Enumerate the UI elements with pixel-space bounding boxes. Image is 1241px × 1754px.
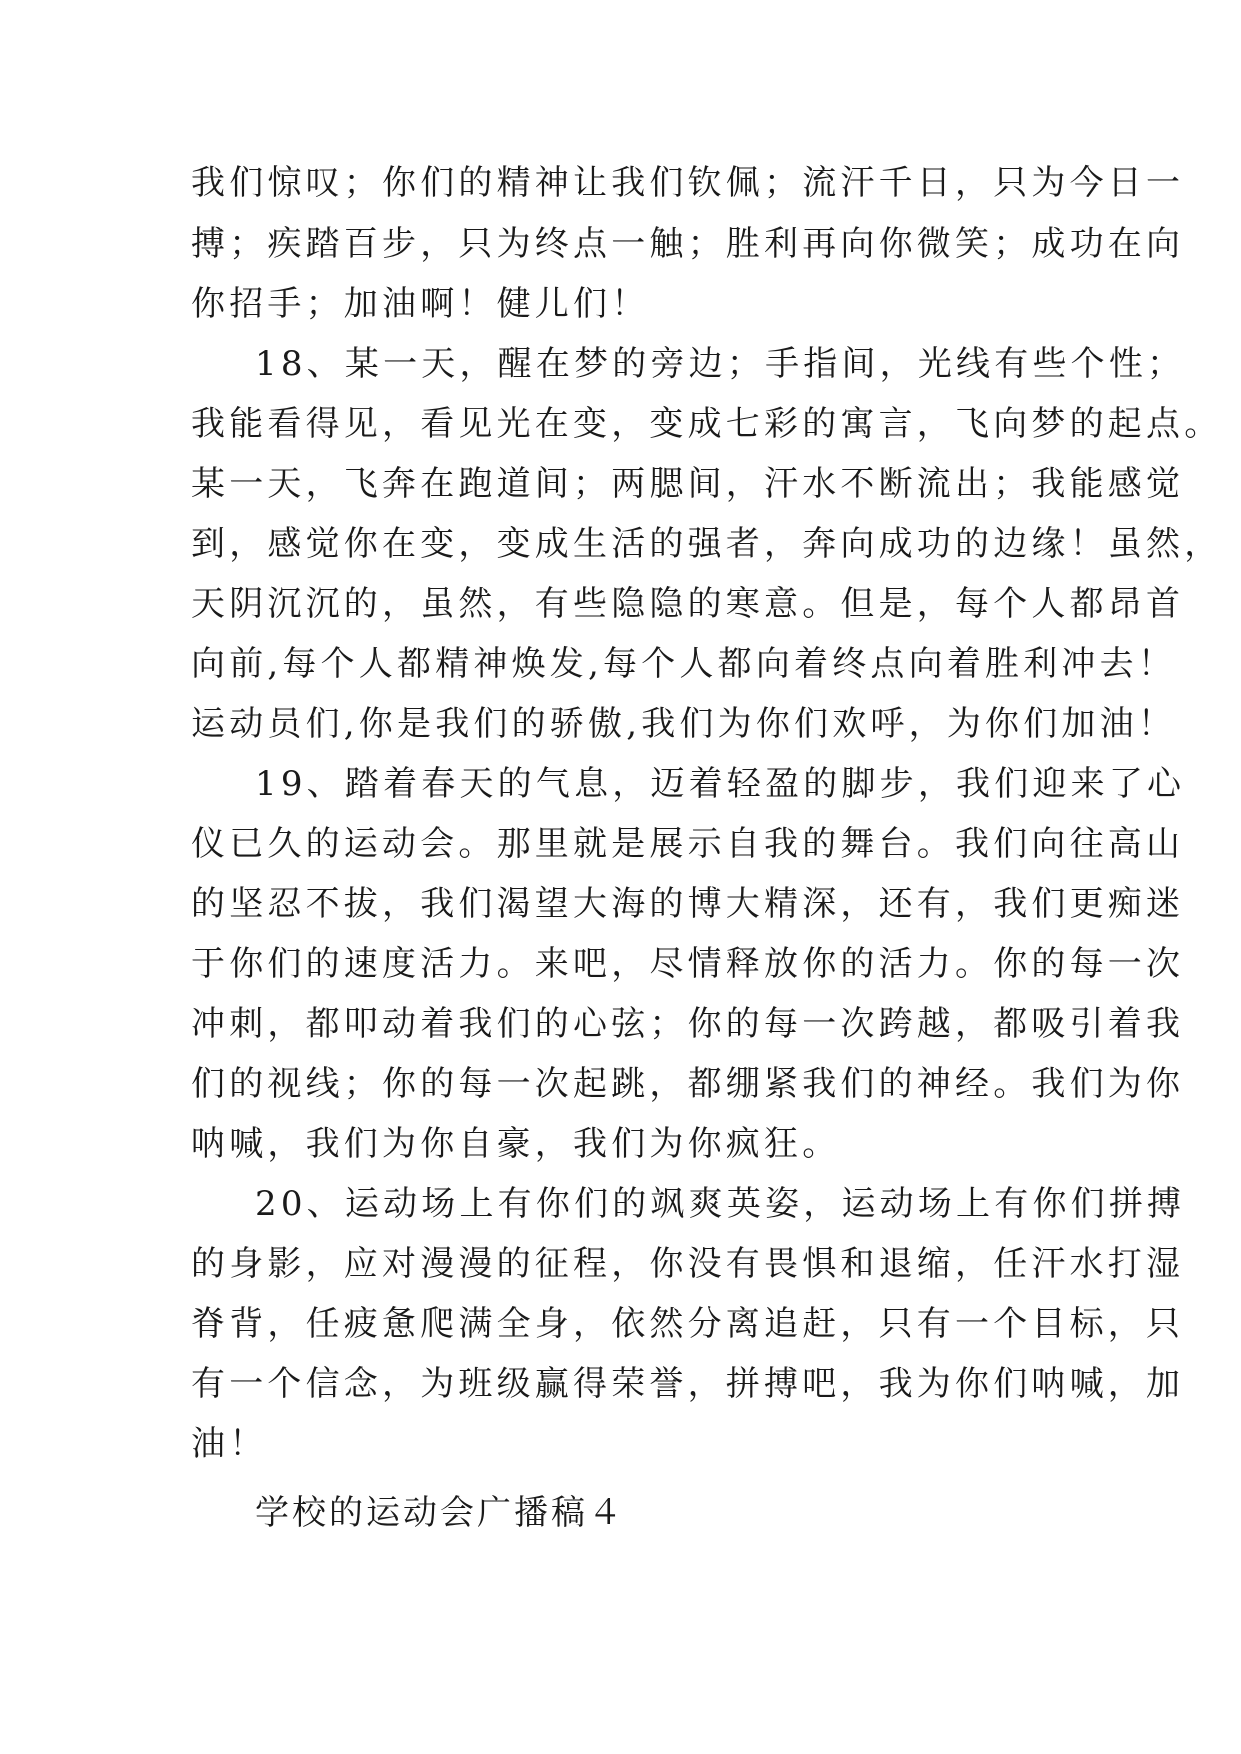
text-line: 呐喊，我们为你自豪，我们为你疯狂。 bbox=[191, 1124, 841, 1164]
text-line: 我能看得见，看见光在变，变成七彩的寓言，飞向梦的起点。 bbox=[191, 404, 1223, 444]
text-line: 的身影，应对漫漫的征程，你没有畏惧和退缩，任汗水打湿 bbox=[191, 1244, 1185, 1284]
text-line: 的坚忍不拔，我们渴望大海的博大精深，还有，我们更痴迷 bbox=[191, 884, 1185, 924]
text-line: 们的视线；你的每一次起跳，都绷紧我们的神经。我们为你 bbox=[191, 1064, 1185, 1104]
section-heading: 学校的运动会广播稿４ bbox=[255, 1493, 625, 1533]
paragraph-18-start: 18、某一天，醒在梦的旁边；手指间，光线有些个性； bbox=[255, 344, 1186, 384]
text-line: 运动员们,你是我们的骄傲,我们为你们欢呼，为你们加油！ bbox=[191, 704, 1177, 744]
text-line: 你招手；加油啊！健儿们！ bbox=[191, 284, 650, 324]
text-line: 冲刺，都叩动着我们的心弦；你的每一次跨越，都吸引着我 bbox=[191, 1004, 1185, 1044]
text-line: 油！ bbox=[191, 1424, 268, 1464]
paragraph-20-start: 20、运动场上有你们的飒爽英姿，运动场上有你们拼搏 bbox=[255, 1184, 1186, 1224]
text-line: 我们惊叹；你们的精神让我们钦佩；流汗千日，只为今日一 bbox=[191, 163, 1185, 203]
text-line: 仪已久的运动会。那里就是展示自我的舞台。我们向往高山 bbox=[191, 824, 1185, 864]
text-line: 向前,每个人都精神焕发,每个人都向着终点向着胜利冲去！ bbox=[191, 644, 1177, 684]
text-line: 天阴沉沉的，虽然，有些隐隐的寒意。但是，每个人都昂首 bbox=[191, 584, 1185, 624]
paragraph-19-start: 19、踏着春天的气息，迈着轻盈的脚步，我们迎来了心 bbox=[255, 764, 1186, 804]
text-line: 某一天，飞奔在跑道间；两腮间，汗水不断流出；我能感觉 bbox=[191, 464, 1185, 504]
text-line: 到，感觉你在变，变成生活的强者，奔向成功的边缘！虽然， bbox=[191, 524, 1223, 564]
text-line: 有一个信念，为班级赢得荣誉，拼搏吧，我为你们呐喊，加 bbox=[191, 1364, 1185, 1404]
text-line: 于你们的速度活力。来吧，尽情释放你的活力。你的每一次 bbox=[191, 944, 1185, 984]
text-line: 脊背，任疲惫爬满全身，依然分离追赶，只有一个目标，只 bbox=[191, 1304, 1185, 1344]
text-line: 搏；疾踏百步，只为终点一触；胜利再向你微笑；成功在向 bbox=[191, 224, 1185, 264]
